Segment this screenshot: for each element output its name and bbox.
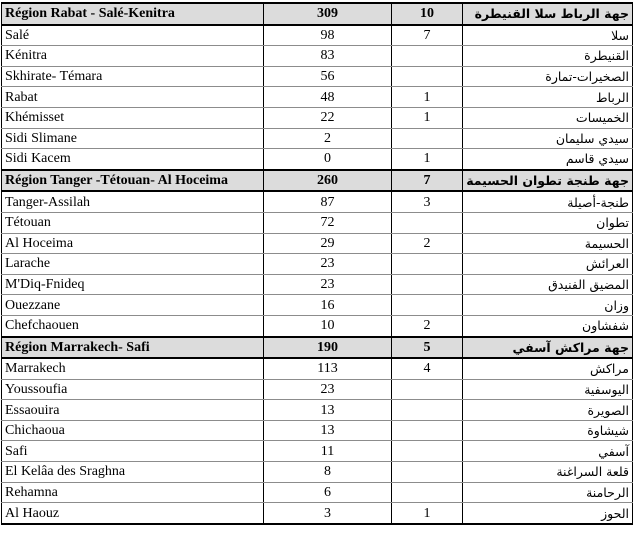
region-name: Région Rabat - Salé-Kenitra: [2, 3, 264, 25]
table-body: [2, 3, 633, 524]
province-name-arabic: شفشاون: [463, 315, 633, 336]
table-row: [2, 191, 633, 212]
province-name-arabic: سيدي سليمان: [463, 128, 633, 149]
table-row: [2, 149, 633, 170]
province-name: Sidi Kacem: [2, 149, 264, 170]
province-deaths: 2: [392, 233, 463, 254]
province-cases: 113: [264, 358, 392, 379]
table-row: [2, 66, 633, 87]
province-name-arabic: الخميسات: [463, 107, 633, 128]
province-cases: 56: [264, 66, 392, 87]
province-name: Tétouan: [2, 212, 264, 233]
table-row: [2, 212, 633, 233]
region-name-arabic: جهة مراكش آسفي: [463, 337, 633, 359]
province-deaths: [392, 379, 463, 400]
province-name-arabic: سيدي قاسم: [463, 149, 633, 170]
province-name-arabic: آسفي: [463, 441, 633, 462]
province-deaths: [392, 400, 463, 421]
province-name-arabic: الرباط: [463, 87, 633, 108]
table-row: [2, 315, 633, 336]
province-name-arabic: شيشاوة: [463, 420, 633, 441]
province-cases: 2: [264, 128, 392, 149]
table-row: [2, 128, 633, 149]
table-row: [2, 503, 633, 524]
province-deaths: [392, 274, 463, 295]
province-cases: 87: [264, 191, 392, 212]
province-name-arabic: الحسيمة: [463, 233, 633, 254]
province-cases: 11: [264, 441, 392, 462]
province-cases: 23: [264, 254, 392, 275]
province-name: Essaouira: [2, 400, 264, 421]
province-deaths: [392, 482, 463, 503]
province-cases: 83: [264, 46, 392, 67]
province-deaths: [392, 66, 463, 87]
province-name: Chefchaouen: [2, 315, 264, 336]
table-row: [2, 25, 633, 46]
province-cases: 0: [264, 149, 392, 170]
province-name: Skhirate- Témara: [2, 66, 264, 87]
province-name-arabic: اليوسفية: [463, 379, 633, 400]
province-name: Rehamna: [2, 482, 264, 503]
table-row: [2, 420, 633, 441]
province-name-arabic: مراكش: [463, 358, 633, 379]
table-row: [2, 400, 633, 421]
province-deaths: [392, 46, 463, 67]
region-deaths: 5: [392, 337, 463, 359]
province-name: Safi: [2, 441, 264, 462]
province-cases: 22: [264, 107, 392, 128]
province-deaths: 1: [392, 149, 463, 170]
province-name-arabic: العرائش: [463, 254, 633, 275]
province-cases: 16: [264, 295, 392, 316]
province-deaths: [392, 212, 463, 233]
regional-cases-table: [1, 2, 633, 525]
province-name-arabic: سلا: [463, 25, 633, 46]
province-deaths: 7: [392, 25, 463, 46]
region-cases: 190: [264, 337, 392, 359]
province-name: Kénitra: [2, 46, 264, 67]
province-name: Rabat: [2, 87, 264, 108]
region-name: Région Marrakech- Safi: [2, 337, 264, 359]
province-cases: 13: [264, 400, 392, 421]
province-name-arabic: قلعة السراغنة: [463, 462, 633, 483]
province-cases: 98: [264, 25, 392, 46]
table-row: [2, 462, 633, 483]
region-cases: 260: [264, 170, 392, 192]
province-name: Al Haouz: [2, 503, 264, 524]
province-deaths: [392, 441, 463, 462]
region-name-arabic: جهة طنجة تطوان الحسيمة: [463, 170, 633, 192]
table-row: [2, 107, 633, 128]
table-row: [2, 441, 633, 462]
province-cases: 29: [264, 233, 392, 254]
region-header-row: [2, 3, 633, 25]
province-cases: 23: [264, 274, 392, 295]
province-deaths: [392, 128, 463, 149]
province-cases: 8: [264, 462, 392, 483]
province-name: Salé: [2, 25, 264, 46]
province-name-arabic: طنجة-أصيلة: [463, 191, 633, 212]
province-name: Khémisset: [2, 107, 264, 128]
province-name-arabic: الصويرة: [463, 400, 633, 421]
province-deaths: [392, 462, 463, 483]
province-name-arabic: تطوان: [463, 212, 633, 233]
province-name: Al Hoceima: [2, 233, 264, 254]
province-deaths: 1: [392, 107, 463, 128]
province-name: M'Diq-Fnideq: [2, 274, 264, 295]
province-cases: 23: [264, 379, 392, 400]
province-deaths: 3: [392, 191, 463, 212]
province-name: Youssoufia: [2, 379, 264, 400]
province-name-arabic: القنيطرة: [463, 46, 633, 67]
region-deaths: 10: [392, 3, 463, 25]
table-row: [2, 358, 633, 379]
region-header-row: [2, 337, 633, 359]
table-row: [2, 233, 633, 254]
table-row: [2, 274, 633, 295]
province-cases: 3: [264, 503, 392, 524]
table-row: [2, 46, 633, 67]
province-name: Tanger-Assilah: [2, 191, 264, 212]
province-deaths: 4: [392, 358, 463, 379]
province-deaths: 1: [392, 87, 463, 108]
table-row: [2, 254, 633, 275]
province-name: El Kelâa des Sraghna: [2, 462, 264, 483]
table-row: [2, 295, 633, 316]
province-name: Marrakech: [2, 358, 264, 379]
province-name-arabic: الرحامنة: [463, 482, 633, 503]
province-name: Larache: [2, 254, 264, 275]
province-deaths: [392, 254, 463, 275]
province-cases: 13: [264, 420, 392, 441]
province-deaths: [392, 420, 463, 441]
region-header-row: [2, 170, 633, 192]
province-cases: 6: [264, 482, 392, 503]
region-deaths: 7: [392, 170, 463, 192]
province-name-arabic: المضيق الفنيدق: [463, 274, 633, 295]
province-name-arabic: الحوز: [463, 503, 633, 524]
table-row: [2, 482, 633, 503]
province-name: Chichaoua: [2, 420, 264, 441]
province-name: Ouezzane: [2, 295, 264, 316]
province-name-arabic: وزان: [463, 295, 633, 316]
province-deaths: 1: [392, 503, 463, 524]
province-cases: 48: [264, 87, 392, 108]
region-name: Région Tanger -Tétouan- Al Hoceima: [2, 170, 264, 192]
province-deaths: 2: [392, 315, 463, 336]
province-deaths: [392, 295, 463, 316]
region-name-arabic: جهة الرباط سلا القنيطرة: [463, 3, 633, 25]
province-name-arabic: الصخيرات-تمارة: [463, 66, 633, 87]
table-row: [2, 87, 633, 108]
province-cases: 10: [264, 315, 392, 336]
province-cases: 72: [264, 212, 392, 233]
region-cases: 309: [264, 3, 392, 25]
table-row: [2, 379, 633, 400]
province-name: Sidi Slimane: [2, 128, 264, 149]
